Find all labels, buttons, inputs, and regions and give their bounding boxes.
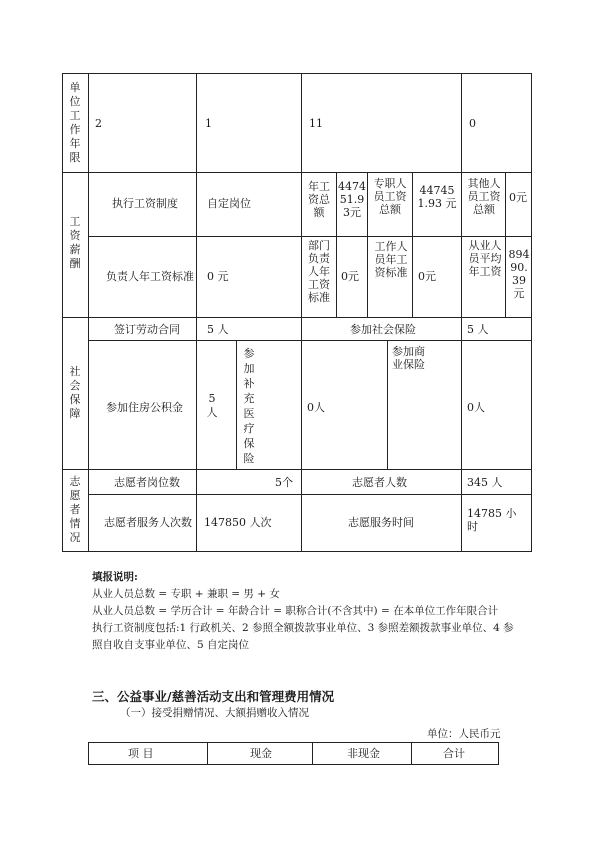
- worker-std-label: 工作人员年工资标准: [374, 240, 408, 279]
- grid-line: [505, 172, 506, 318]
- volunteer-count-value: 345 人: [467, 476, 503, 489]
- grid-line: [461, 172, 462, 318]
- grid-line: [196, 317, 197, 470]
- housing-fund-value: 5人: [206, 392, 218, 419]
- grid-line: [196, 73, 197, 173]
- fulltime-total-value: 447451.93 元: [417, 184, 457, 210]
- leader-std-value: 0 元: [207, 270, 229, 283]
- grid-line: [196, 469, 197, 552]
- other-total-label: 其他人员工资总额: [467, 177, 501, 216]
- header-noncash: 非现金: [347, 747, 380, 760]
- grid-line: [88, 764, 499, 765]
- volunteer-label: 志愿者情况: [69, 475, 81, 544]
- grid-line: [336, 172, 337, 318]
- worker-std-value: 0元: [418, 270, 436, 283]
- supp-medical-label: 参加补充医疗保险: [243, 347, 255, 465]
- supp-medical-value: 0人: [307, 401, 325, 414]
- volunteer-service-label: 志愿者服务人次数: [104, 516, 192, 529]
- volunteer-posts-label: 志愿者岗位数: [114, 476, 180, 489]
- grid-line: [412, 172, 413, 318]
- grid-line: [88, 742, 89, 765]
- notes-title: 填报说明:: [92, 571, 138, 583]
- grid-line: [88, 742, 499, 743]
- other-total-value: 0元: [509, 191, 527, 204]
- filling-notes: [92, 569, 514, 654]
- grid-line: [461, 469, 462, 552]
- grid-line: [301, 73, 302, 173]
- fulltime-total-label: 专职人员工资总额: [373, 177, 407, 216]
- annual-total-value: 447451.93元: [338, 180, 366, 219]
- exec-system-label: 执行工资制度: [112, 197, 178, 210]
- volunteer-hours-label: 志愿服务时间: [348, 516, 414, 529]
- volunteer-count-label: 志愿者人数: [352, 476, 407, 489]
- work-years-value-4: 0: [469, 117, 476, 130]
- insurance-value: 5 人: [467, 323, 489, 336]
- grid-line: [531, 73, 532, 552]
- header-cash: 现金: [250, 747, 272, 760]
- grid-line: [461, 73, 462, 173]
- grid-line: [196, 172, 197, 318]
- grid-line: [207, 742, 208, 765]
- section-subtitle: （一）接受捐赠情况、大额捐赠收入情况: [120, 707, 309, 719]
- annual-total-label: 年工资总额: [308, 180, 330, 219]
- grid-line: [461, 317, 462, 470]
- grid-line: [498, 742, 499, 765]
- dept-leader-value: 0元: [341, 270, 359, 283]
- work-years-label: 单位工作年限: [69, 81, 81, 164]
- grid-line: [312, 742, 313, 765]
- notes-line: 执行工资制度包括:1 行政机关、2 参照全额拨款事业单位、3 参照差额拨款事业单位、4 参: [92, 622, 514, 634]
- dept-leader-label: 部门负责人年工资标准: [308, 239, 330, 304]
- grid-line: [411, 742, 412, 765]
- grid-line: [88, 340, 532, 341]
- header-total: 合计: [443, 747, 465, 760]
- salary-label: 工资薪酬: [69, 215, 81, 270]
- notes-line: 从业人员总数 = 专职 + 兼职 = 男 + 女: [92, 588, 280, 600]
- grid-line: [301, 469, 302, 552]
- insurance-label: 参加社会保险: [350, 323, 416, 336]
- currency-unit: 单位：人民币元: [427, 728, 501, 740]
- section-title: 三、公益事业/慈善活动支出和管理费用情况: [92, 689, 335, 704]
- volunteer-service-value: 147850 人次: [204, 516, 272, 529]
- work-years-value-1: 2: [95, 117, 102, 130]
- volunteer-posts-value: 5个: [275, 476, 293, 489]
- grid-line: [88, 236, 532, 237]
- grid-line: [367, 172, 368, 318]
- grid-line: [88, 494, 532, 495]
- housing-fund-label: 参加住房公积金: [106, 401, 183, 414]
- leader-std-label: 负责人年工资标准: [106, 270, 194, 283]
- avg-salary-label: 从业人员平均年工资: [468, 239, 502, 278]
- header-item: 项 目: [128, 747, 154, 760]
- social-label: 社会保障: [69, 365, 81, 420]
- contract-label: 签订劳动合同: [114, 323, 180, 336]
- grid-line: [301, 317, 302, 470]
- notes-line: 照自收自支事业单位、5 自定岗位: [92, 639, 250, 651]
- work-years-value-3: 11: [309, 117, 323, 130]
- grid-line: [88, 73, 89, 552]
- volunteer-hours-value: 14785 小时: [467, 507, 517, 533]
- commercial-insurance-label: 参加商业保险: [392, 345, 425, 371]
- grid-line: [387, 340, 388, 470]
- avg-salary-value: 89490.39元: [508, 248, 530, 300]
- notes-line: 从业人员总数 = 学历合计 = 年龄合计 = 职称合计(不含其中) = 在本单位工作年限合计: [92, 605, 499, 617]
- exec-system-value: 自定岗位: [207, 197, 251, 210]
- commercial-insurance-value: 0人: [467, 401, 485, 414]
- contract-value: 5 人: [207, 323, 229, 336]
- grid-line: [301, 172, 302, 318]
- work-years-value-2: 1: [205, 117, 212, 130]
- grid-line: [236, 340, 237, 470]
- grid-line: [62, 73, 63, 552]
